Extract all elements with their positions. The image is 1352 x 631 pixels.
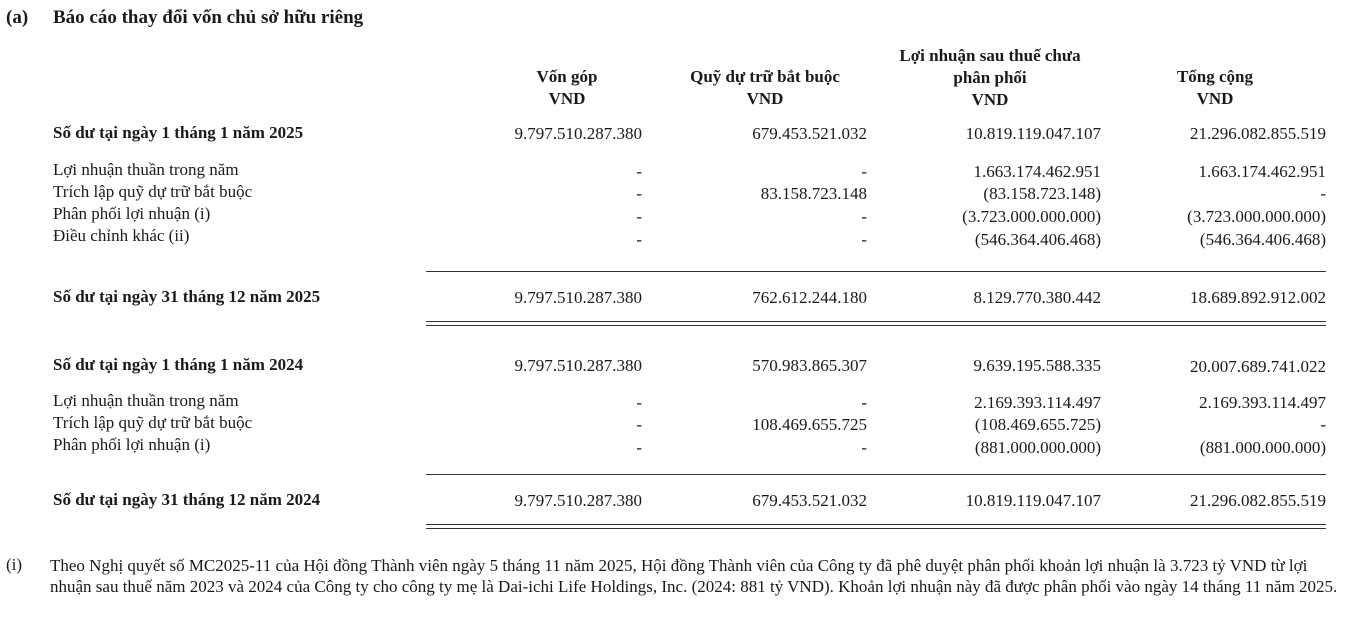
section-title: Báo cáo thay đổi vốn chủ sở hữu riêng: [53, 7, 364, 28]
total-double-rule: [426, 524, 1326, 529]
footnote-text: Theo Nghị quyết số MC2025-11 của Hội đồng Thành viên ngày 5 tháng 11 năm 2025, Hội đồng Thành viên của Công ty đã phê duyệt phân phối khoản lợi nhuận là 3.723 tỷ VND từ lợi nhuận sau thuế năm 2023 và 2024 của Công ty cho công ty mẹ là Dai-ichi Life Holdings, Inc. (2024: 881 tỷ VND). Khoản lợi nhuận này đã được phân phối vào ngày 14 tháng 11 năm 2025.: [50, 556, 1338, 596]
cell-value: (108.469.655.725): [974, 415, 1101, 434]
column-header-loi-nhuan: Lợi nhuận sau thuế chưa phân phối VND: [899, 46, 1081, 109]
column-header-tong-cong: Tổng cộng VND: [1176, 67, 1254, 108]
row-label: Số dư tại ngày 31 tháng 12 năm 2024: [53, 490, 321, 509]
cell-value: -: [636, 393, 642, 412]
cell-value: (881.000.000.000): [1199, 438, 1326, 457]
row-label: Điều chỉnh khác (ii): [53, 226, 190, 245]
cell-value: 20.007.689.741.022: [1190, 357, 1326, 376]
subtotal-rule: [426, 474, 1326, 475]
cell-value: (83.158.723.148): [983, 184, 1101, 203]
cell-value: (546.364.406.468): [974, 230, 1101, 249]
cell-value: 9.639.195.588.335: [973, 356, 1101, 375]
row-label: Số dư tại ngày 1 tháng 1 năm 2024: [53, 355, 304, 374]
cell-value: 18.689.892.912.002: [1190, 288, 1326, 307]
row-label: Trích lập quỹ dự trữ bắt buộc: [53, 413, 253, 432]
cell-value: 83.158.723.148: [760, 184, 867, 203]
cell-value: 9.797.510.287.380: [514, 124, 642, 143]
row-label: Trích lập quỹ dự trữ bắt buộc: [53, 182, 253, 201]
column-header-von-gop: Vốn góp VND: [536, 67, 598, 108]
row-label: Số dư tại ngày 31 tháng 12 năm 2025: [53, 287, 321, 306]
footnote-marker: (i): [6, 555, 23, 574]
cell-value: 10.819.119.047.107: [965, 124, 1101, 143]
row-label: Lợi nhuận thuần trong năm: [53, 391, 239, 410]
cell-value: 9.797.510.287.380: [514, 288, 642, 307]
cell-value: (3.723.000.000.000): [1187, 207, 1326, 226]
cell-value: -: [636, 162, 642, 181]
row-label: Phân phối lợi nhuận (i): [53, 204, 211, 223]
row-label: Phân phối lợi nhuận (i): [53, 435, 211, 454]
cell-value: 570.983.865.307: [752, 356, 867, 375]
total-double-rule: [426, 321, 1326, 326]
cell-value: 21.296.082.855.519: [1190, 491, 1326, 510]
cell-value: -: [636, 230, 642, 249]
section-letter: (a): [6, 7, 29, 28]
column-header-quy-du-tru: Quỹ dự trữ bắt buộc VND: [690, 67, 840, 108]
cell-value: 10.819.119.047.107: [965, 491, 1101, 510]
cell-value: -: [861, 207, 867, 226]
cell-value: 9.797.510.287.380: [514, 491, 642, 510]
cell-value: 2.169.393.114.497: [1199, 393, 1326, 412]
cell-value: 108.469.655.725: [752, 415, 867, 434]
cell-value: 1.663.174.462.951: [1198, 162, 1326, 181]
subtotal-rule: [426, 271, 1326, 272]
cell-value: (3.723.000.000.000): [962, 207, 1101, 226]
cell-value: -: [861, 230, 867, 249]
cell-value: 2.169.393.114.497: [974, 393, 1101, 412]
cell-value: 679.453.521.032: [752, 491, 867, 510]
cell-value: -: [861, 162, 867, 181]
cell-value: -: [636, 184, 642, 203]
row-label: Lợi nhuận thuần trong năm: [53, 160, 239, 179]
cell-value: (881.000.000.000): [974, 438, 1101, 457]
cell-value: 9.797.510.287.380: [514, 356, 642, 375]
cell-value: (546.364.406.468): [1199, 230, 1326, 249]
cell-value: -: [861, 393, 867, 412]
cell-value: -: [636, 438, 642, 457]
cell-value: 679.453.521.032: [752, 124, 867, 143]
cell-value: 1.663.174.462.951: [973, 162, 1101, 181]
cell-value: -: [1320, 415, 1326, 434]
cell-value: -: [1320, 184, 1326, 203]
cell-value: -: [636, 415, 642, 434]
row-label: Số dư tại ngày 1 tháng 1 năm 2025: [53, 123, 304, 142]
cell-value: 21.296.082.855.519: [1190, 124, 1326, 143]
cell-value: -: [861, 438, 867, 457]
cell-value: 8.129.770.380.442: [973, 288, 1101, 307]
cell-value: 762.612.244.180: [752, 288, 867, 307]
cell-value: -: [636, 207, 642, 226]
